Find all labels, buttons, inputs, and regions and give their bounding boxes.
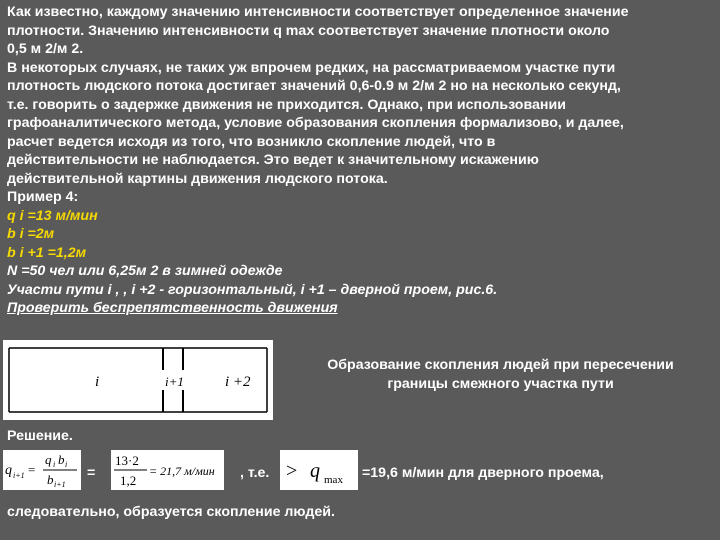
formula-num-b: b	[58, 452, 65, 467]
gt-sign: >	[286, 460, 298, 482]
calc-result: = 21,7 м/мин	[149, 464, 215, 478]
formula-num-q: q	[45, 452, 52, 467]
paragraph-line: действительной картины движения людского потока.	[7, 170, 388, 187]
caption-line: Образование скопления людей при пересечении	[327, 357, 674, 373]
example-b1: b i =2м	[7, 226, 55, 242]
example-n: N =50 чел или 6,25м 2 в зимней одежде	[7, 263, 283, 279]
calc-den: 1,2	[120, 473, 137, 488]
qmax-q: q	[310, 460, 320, 482]
formula-lhs-sub: i+1	[13, 471, 25, 480]
formula-num-b-sub: i	[65, 460, 68, 469]
label-i2: i +2	[225, 374, 251, 390]
paragraph-line: плотности. Значению интенсивности q max соответствует значение плотности около	[7, 22, 610, 39]
example-b2: b i +1 =1,2м	[7, 244, 87, 261]
path-diagram	[3, 340, 273, 420]
example-heading: Пример 4:	[7, 189, 79, 205]
paragraph-line: плотность людского потока достигает значений 0,6-0.9 м 2/м 2 но на несколько секунд,	[7, 78, 621, 94]
qmax-sub: max	[324, 474, 343, 486]
formula-den-b: b	[47, 472, 54, 487]
path-diagram-svg	[3, 340, 273, 420]
paragraph-line: расчет ведется исходя из того, что возникло скопление людей, что в	[7, 133, 496, 150]
formula-qmax	[280, 450, 358, 490]
label-i: i	[95, 374, 100, 390]
caption-line: границы смежного участка пути	[387, 376, 614, 392]
example-q: q i =13 м/мин	[7, 207, 98, 224]
formula-lhs: q	[5, 463, 12, 478]
paragraph-line: 0,5 м 2/м 2.	[7, 41, 84, 57]
label-i1: i+1	[165, 374, 184, 389]
paragraph-line: графоаналитического метода, условие образования скопления формализово, и далее,	[7, 115, 624, 131]
equals-sign: =	[87, 465, 96, 481]
formula-equals: =	[28, 462, 36, 477]
formula-den-sub: i+1	[54, 480, 66, 489]
ie-text: , т.е.	[240, 465, 270, 481]
example-block	[7, 188, 715, 318]
formula-num-q-sub: i	[53, 460, 56, 469]
formula-general	[3, 450, 81, 490]
paragraph-line: т.е. говорить о задержке движения не приходится. Однако, при использовании	[7, 96, 566, 113]
calc-num: 13·2	[115, 453, 139, 468]
paragraph-line: действительности не наблюдается. Это ведет к значительному искажению	[7, 152, 539, 168]
diagram-caption	[298, 356, 703, 394]
conclusion-text: следовательно, образуется скопление людей.	[7, 504, 335, 520]
example-task: Проверить беспрепятственность движения	[7, 300, 338, 316]
solution-label: Решение.	[7, 428, 73, 444]
after-formula-text: =19,6 м/мин для дверного проема,	[362, 465, 604, 481]
main-paragraph	[7, 3, 715, 318]
example-sections: Участи пути i , , i +2 - горизонтальный, i +1 – дверной проем, рис.6.	[7, 281, 498, 298]
formula-calc	[111, 450, 224, 490]
paragraph-line: В некоторых случаях, не таких уж впрочем редких, на рассматриваемом участке пути	[7, 59, 616, 76]
paragraph-line: Как известно, каждому значению интенсивности соответствует определенное значение	[7, 4, 629, 20]
